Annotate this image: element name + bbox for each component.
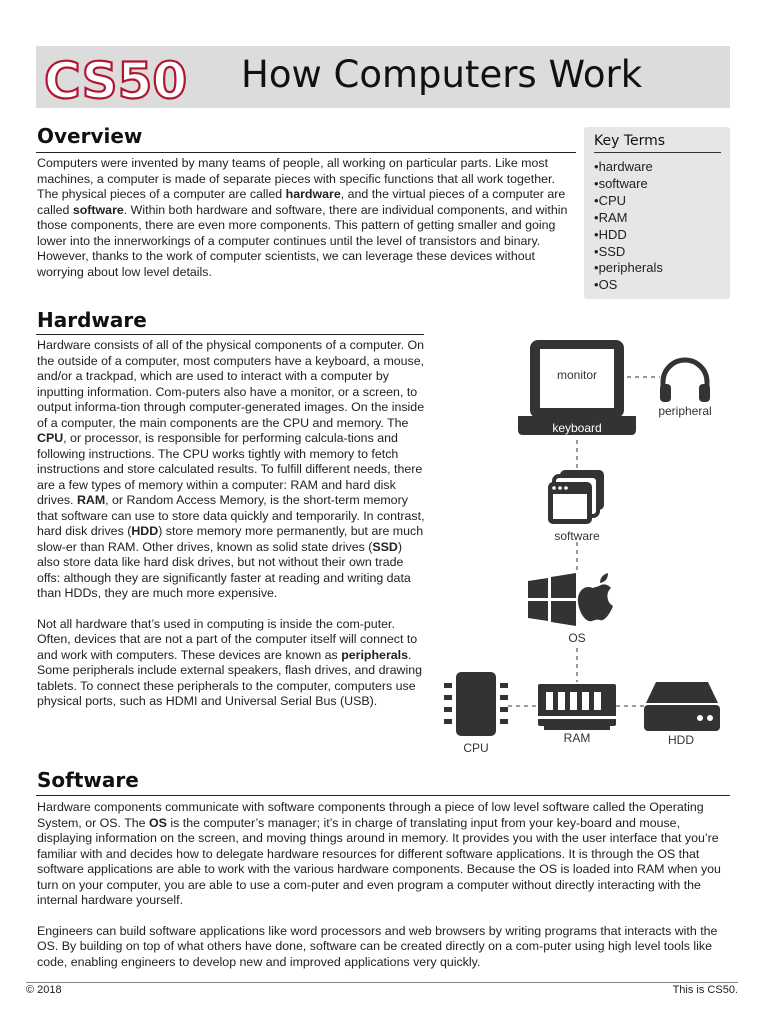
windows-logo-icon [528, 573, 576, 626]
header-banner [36, 46, 730, 108]
key-terms-title: Key Terms [594, 133, 666, 149]
hardware-paragraph-2 [37, 617, 425, 710]
text-run: ) also store data like hard disk drives, but not without their own trade offs: although they are significantly faster at reading and writing data than HDDs, they are much more expensive. [37, 539, 411, 600]
text-run: Hardware consists of all of the physical components of a computer. On the outside of a computer, most computers have a keyboard, a mouse, and/or a trackpad, which are used to interact with a computer by inputting information. Com-puters also have a monitor, or a screen, to output informa-tion through computer-generated images. On the inside of a computer, the main components are the CPU and memory. The [37, 338, 425, 430]
bold-term: software [72, 202, 124, 217]
hardware-body [37, 338, 425, 710]
key-term: • hardware [594, 159, 663, 176]
hardware-heading: Hardware [37, 308, 147, 332]
hardware-rule [36, 334, 424, 335]
key-terms-rule [594, 152, 721, 153]
cpu-label: CPU [463, 741, 489, 755]
peripheral-label: peripheral [658, 404, 712, 418]
text-run: Engineers can build software applications like word processors and web browsers by writing programs that interacts with the OS. By building on top of what others have done, software can be created directly on a com-puter using high level tools like code, enabling engineers to develop new and improved applications very quickly. [37, 923, 718, 969]
software-label: software [554, 529, 600, 543]
key-term: • OS [594, 277, 663, 294]
text-run: ) store memory more permanently, but are much slow-er than RAM. Other drives, known as solid state drives ( [37, 524, 424, 554]
key-term: • peripherals [594, 260, 663, 277]
bold-term: CPU [37, 431, 64, 445]
text-run: . Some peripherals include external speakers, flash drives, and drawing tablets. To connect these peripherals to the computer, computers use physical ports, such as HDMI and Universal Serial Bus (USB). [37, 647, 423, 708]
page-title: How Computers Work [241, 53, 643, 96]
text-run: Computers were invented by many teams of people, all working on particular parts. Like most machines, a computer is made of separate pieces with specific functions that all work together. The physical pieces of a computer are called [37, 156, 555, 201]
overview-heading: Overview [37, 124, 143, 148]
bold-term: SSD [372, 539, 398, 554]
svg-text:monitor: monitor [556, 368, 598, 382]
key-term: • HDD [594, 227, 663, 244]
text-run: , or processor, is responsible for performing calcula-tions and following instructions. The CPU works tightly with memory to fetch instructions and store calculated results. To fulfill different needs, there are a few types of memory within a computer: RAM and hard disk drives. [37, 431, 423, 507]
apple-logo-icon [578, 573, 613, 621]
svg-text:CS50: CS50 [44, 52, 188, 108]
hdd-icon [644, 682, 720, 731]
bold-term: RAM [76, 493, 106, 507]
key-term: • RAM [594, 210, 663, 227]
overview-paragraph [37, 156, 577, 280]
software-heading: Software [37, 768, 139, 792]
bold-term: peripherals [341, 647, 408, 662]
text-run: , or Random Access Memory, is the short-term memory that software can use to store data quickly and temporarily. In contrast, hard disk drives ( [37, 493, 425, 538]
keyboard-icon [518, 416, 636, 435]
svg-text:keyboard: keyboard [552, 421, 602, 435]
overview-rule [36, 152, 576, 153]
key-term: • SSD [594, 244, 663, 261]
hardware-diagram [430, 330, 730, 760]
bold-term: hardware [285, 187, 341, 201]
cpu-chip-icon [444, 672, 508, 736]
hdd-label: HDD [668, 733, 694, 747]
software-body [37, 800, 731, 970]
cs50-logo [40, 46, 210, 108]
footer-rule [26, 982, 738, 983]
monitor-icon [530, 340, 624, 418]
key-term: • CPU [594, 193, 663, 210]
bold-term: HDD [131, 524, 159, 538]
hardware-paragraph-1 [37, 338, 425, 602]
headphones-icon [660, 360, 710, 402]
text-run: Not all hardware that’s used in computing is inside the com-puter. Often, devices that are not a part of the computer itself will connect to and work with computers. These devices are known as [37, 616, 418, 662]
ram-label: RAM [563, 731, 591, 745]
key-term: • software [594, 176, 663, 193]
footer-tagline: This is CS50. [672, 984, 738, 996]
text-run: Hardware components communicate with software components through a piece of low level software called the Operating System, or OS. The [37, 800, 704, 830]
text-run: . Within both hardware and software, there are individual components, and within those components, there are even more components. This pattern of getting smaller and going lower into the innerworkings of a computer continues until the level of transistors and binary. However, thanks to the work of computer scientists, we can leverage these devices without worrying about low level details. [37, 202, 568, 279]
overview-body [37, 156, 577, 280]
software-windows-icon [548, 470, 604, 524]
text-run: is the computer’s manager; it’s in charge of translating input from your key-board and mouse, displaying information on the screen, and moving things around in memory. It provides you with the user interface that you’re familiar with and decides how to delegate hardware resources for different software applications. It is through the OS that software applications are able to work with the various hardware components. Because the OS is loaded into RAM when you turn on your computer, you are able to use a com-puter and even program a computer without directly interacting with the internal hardware yourself. [37, 815, 721, 907]
software-paragraph-2 [37, 924, 731, 971]
key-terms-list [594, 159, 663, 294]
key-terms-box [584, 127, 730, 299]
software-paragraph-1 [37, 800, 731, 909]
footer-copyright: © 2018 [26, 984, 62, 996]
os-label: OS [568, 631, 586, 645]
software-rule [36, 795, 730, 796]
text-run: , and the virtual pieces of a computer are called [37, 187, 566, 217]
bold-term: OS [149, 815, 167, 830]
ram-stick-icon [538, 684, 616, 730]
